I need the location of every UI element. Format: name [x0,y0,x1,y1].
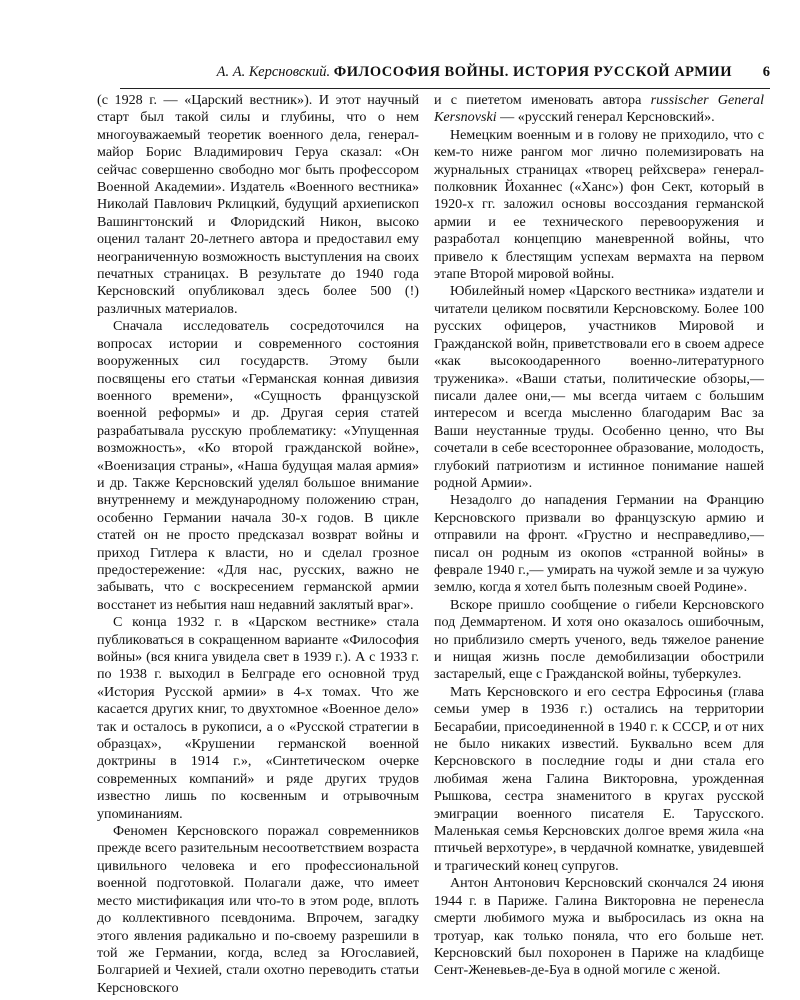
right-column [434,92,764,980]
right-paragraph-1: Немецким военным и в голову не приходило, что с кем-то ниже рангом мог лично полемизировать на журнальных страницах «творец рейхсвера» генерал-полковник Йоханнес («Ханс») фон Сект, который в 1920-х гг. заложил основы воссоздания германской армии и ее технического перевооружения и разработал концепцию маневренной войны, что привело к блестящим успехам вермахта на первом этапе Второй мировой войны. [434,126,764,283]
header-author: А. А. Керсновский. [216,64,331,80]
page-number: 6 [762,64,770,80]
left-paragraph-1: (с 1928 г. — «Царский вестник»). И этот научный старт был такой силы и глубины, что о нем многоуважаемый теоретик военного дела, генерал-майор Борис Владимирович Геруа сказал: «Он сейчас совершенно свободно мог быть профессором Военной Академии». Издатель «Военного вестника» Николай Павлович Рклицкий, будущий архиепископ Вашингтонский и Флоридский Никон, высоко оценил талант 20-летнего автора и предоставил ему неограниченную возможность выступления на своих печатных страницах. В результате до 1940 года Керсновский опубликовал здесь более 500 (!) различных материалов. [97,92,419,317]
continuation-text-before: и с пиететом именовать автора [434,92,651,108]
left-paragraph-3: С конца 1932 г. в «Царском вестнике» стала публиковаться в сокращенном варианте «Философия войны» (вся книга увидела свет в 1939 г.). А с 1933 г. по 1938 г. выходил в Белграде его основной труд «История Русской армии» в 4-х томах. Что же касается других книг, то двухтомное «Военное дело» так и осталось в рукописи, а о «Русской стратегии в образцах», «Крушении германской военной доктрины в 1914 г.», «Синтетическом очерке современных компаний» и ряде других трудов известно лишь по косвенным и отрывочным упоминаниям. [97,614,419,822]
header-title-wrap [217,64,732,81]
header-rule [120,88,770,89]
left-column [97,92,419,997]
continuation-text-after: — «русский генерал Керсновский». [496,109,715,126]
right-paragraph-4: Вскоре пришло сообщение о гибели Керсновского под Деммартеном. И хотя оно оказалось ошибочным, но приблизило смерть ученого, ведь тяжелое ранение и нищая жизнь после демобилизации обострили застарелый, еще с Гражданской войны, туберкулез. [434,596,764,683]
right-paragraph-3: Незадолго до нападения Германии на Францию Керсновского призвали во французскую армию и отправили на фронт. «Грустно и несправедливо,— писал он родным из окопов «странной войны» в феврале 1940 г.,— умирать на чужой земле и за чужую землю, когда я хотел быть полезным своей Родине». [434,492,764,596]
right-continuation [434,92,764,127]
left-paragraph-4: Феномен Керсновского поражал современников прежде всего разительным несоответствием возраста цивильного человека и его профессиональной военной подготовкой. Полагали даже, что имеет место мистификация или что-то в этом роде, вплоть до коллективного псевдонима. Впрочем, загадку этого явления радикально и по-своему разрешили в той же Германии, когда, вслед за Югославией, Болгарией и Чехией, стали охотно переводить статьи Керсновского [97,823,419,996]
continuation-italic: russischer General Kersnovski [434,92,764,126]
right-paragraph-6: Антон Антонович Керсновский скончался 24 июня 1944 г. в Париже. Галина Викторовна не перенесла смерти любимого мужа и выбросилась из окна на тротуар, как только поняла, что его больше нет. Керсновский был похоронен в Париже на кладбище Сент-Женевьев-де-Буа в одной могиле с женой. [434,875,764,979]
left-paragraph-2: Сначала исследователь сосредоточился на вопросах истории и современного состояния вооруженных сил государств. Этому были посвящены его статьи «Германская конная дивизия военного времени», «Сущность французской военной реформы» и др. Другая серия статей разрабатывала русскую проблематику: «Упущенная возможность», «Ко второй гражданской войне», «Военизация страны», «Наша будущая малая армия» и др. Также Керсновский уделял большое внимание внутреннему и международному положению стран, особенно Германии начала 30-х годов. В цикле статей он не просто предсказал возврат войны и приход Гитлера к власти, но и сделал грозное предостережение: «Для нас, русских, важно не забывать, что с воскресением германской армии восстанет из небытия наш недавний заклятый враг». [97,318,419,613]
right-paragraph-5: Мать Керсновского и его сестра Ефросинья (глава семьи умер в 1936 г.) остались на территории Бесарабии, присоединенной в 1940 г. к СССР, и от них не было никаких известий. Буквально всем для Керсновского в последние годы и дни стала его любимая жена Галина Викторовна, урожденная Рышкова, сестра знаменитого в кругах русской эмиграции военного писателя Е. Тарусского. Маленькая семья Керсновских долгое время жила «на птичьей верхотуре», в чердачной комнатке, увидевшей и трагический конец супругов. [434,683,764,874]
header-book-title: ФИЛОСОФИЯ ВОЙНЫ. ИСТОРИЯ РУССКОЙ АРМИИ [333,64,732,80]
right-paragraph-2: Юбилейный номер «Царского вестника» издатели и читатели целиком посвятили Керсновскому. Более 100 русских офицеров, участников Мировой и Гражданской войн, приветствовали его в своем адресе «как высокоодаренного военно-литературного труженика». «Ваши статьи, политические обзоры,— писали далее они,— мы всегда читаем с большим интересом и всегда мысленно благодарим Вас за Ваши неустанные труды. Особенно ценно, что Вы сочетали в себе всестороннее образование, молодость, глубокий патриотизм и истинное понимание нашей родной Армии». [434,283,764,491]
running-header [120,64,770,84]
